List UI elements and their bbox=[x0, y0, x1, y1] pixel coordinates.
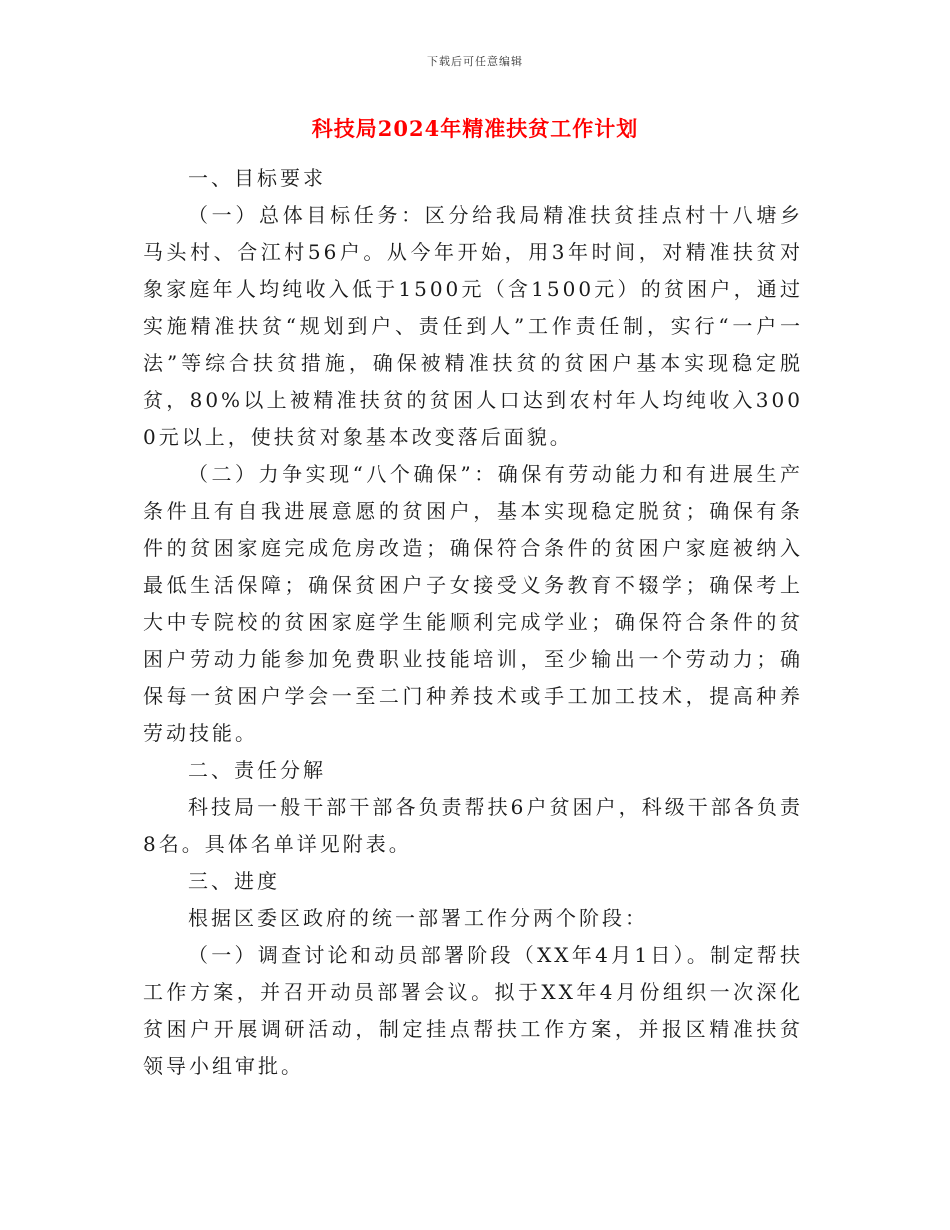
section-heading-responsibility: 二、责任分解 bbox=[188, 758, 326, 782]
paragraph-eight-guarantees: （二）力争实现“八个确保”：确保有劳动能力和有进展生产条件且有自我进展意愿的贫困户，基本实现稳定脱贫；确保有条件的贫困家庭完成危房改造；确保符合条件的贫困户家庭被纳入最低生活保障；确保贫困户子女接受义务教育不辍学；确保考上大中专院校的贫困家庭学生能顺利完成学业；确保符合条件的贫困户劳动力能参加免费职业技能培训，至少输出一个劳动力；确保每一贫困户学会一至二门种养技术或手工加工技术，提高种养劳动技能。 bbox=[143, 462, 803, 745]
paragraph-stage-one: （一）调查讨论和动员部署阶段（XX年4月1日）。制定帮扶工作方案，并召开动员部署会议。拟于XX年4月份组织一次深化贫困户开展调研活动，制定挂点帮扶工作方案，并报区精准扶贫领导小组审批。 bbox=[143, 943, 803, 1078]
paragraph-schedule-intro: 根据区委区政府的统一部署工作分两个阶段： bbox=[188, 906, 648, 930]
page-header-note: 下载后可任意编辑 bbox=[427, 55, 523, 68]
section-heading-goals: 一、目标要求 bbox=[188, 166, 326, 190]
section-heading-schedule: 三、进度 bbox=[188, 869, 280, 893]
document-body bbox=[143, 160, 803, 1085]
paragraph-overall-goal: （一）总体目标任务：区分给我局精准扶贫挂点村十八塘乡马头村、合江村56户。从今年开始，用3年时间，对精准扶贫对象家庭年人均纯收入低于1500元（含1500元）的贫困户，通过实施精准扶贫“规划到户、责任到人”工作责任制，实行“一户一法”等综合扶贫措施，确保被精准扶贫的贫困户基本实现稳定脱贫，80%以上被精准扶贫的贫困人口达到农村年人均纯收入3000元以上，使扶贫对象基本改变落后面貌。 bbox=[143, 203, 803, 449]
paragraph-responsibility: 科技局一般干部干部各负责帮扶6户贫困户，科级干部各负责8名。具体名单详见附表。 bbox=[143, 795, 803, 856]
document-title: 科技局2024年精准扶贫工作计划 bbox=[311, 116, 639, 141]
